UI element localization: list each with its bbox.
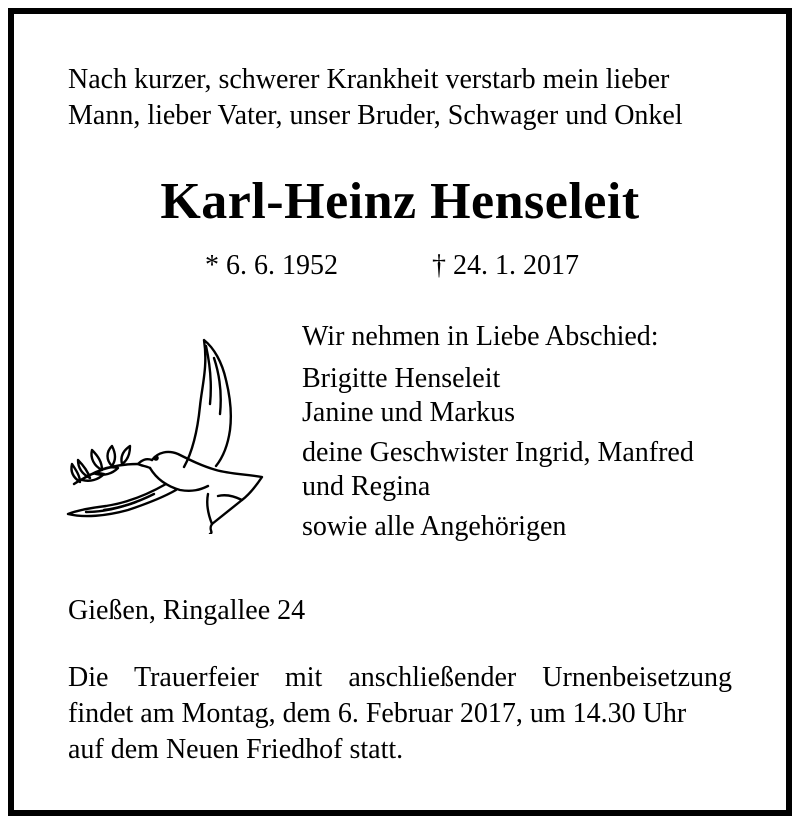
- deceased-name: Karl-Heinz Henseleit: [160, 173, 640, 230]
- mourners-group-siblings: [302, 436, 762, 504]
- mourner-name: und Regina: [302, 471, 431, 502]
- mourner-name: Janine und Markus: [302, 397, 516, 428]
- mourners-group-relatives: [302, 510, 762, 544]
- mourners-group-family: [302, 362, 762, 430]
- death-date: † 24. 1. 2017: [432, 250, 579, 281]
- mourners-block: [302, 320, 762, 544]
- funeral-line: Die Trauerfeier mit anschließender Urnenbeisetzung: [68, 662, 732, 693]
- intro-text: [68, 62, 738, 134]
- mourner-name: deine Geschwister Ingrid, Manfred: [302, 437, 694, 468]
- mourners-heading: Wir nehmen in Liebe Abschied:: [302, 321, 659, 352]
- mourner-name: Brigitte Henseleit: [302, 363, 501, 394]
- intro-line: Mann, lieber Vater, unser Bruder, Schwager und Onkel: [68, 100, 683, 131]
- funeral-line: findet am Montag, dem 6. Februar 2017, um 14.30 Uhr: [68, 698, 687, 729]
- mourner-name: sowie alle Angehörigen: [302, 511, 567, 542]
- address: Gießen, Ringallee 24: [68, 595, 306, 626]
- funeral-info: [68, 660, 732, 768]
- intro-line: Nach kurzer, schwerer Krankheit verstarb mein lieber: [68, 64, 670, 95]
- dove-with-olive-branch-icon: [66, 334, 270, 534]
- funeral-line: auf dem Neuen Friedhof statt.: [68, 734, 404, 765]
- birth-date: * 6. 6. 1952: [205, 250, 338, 281]
